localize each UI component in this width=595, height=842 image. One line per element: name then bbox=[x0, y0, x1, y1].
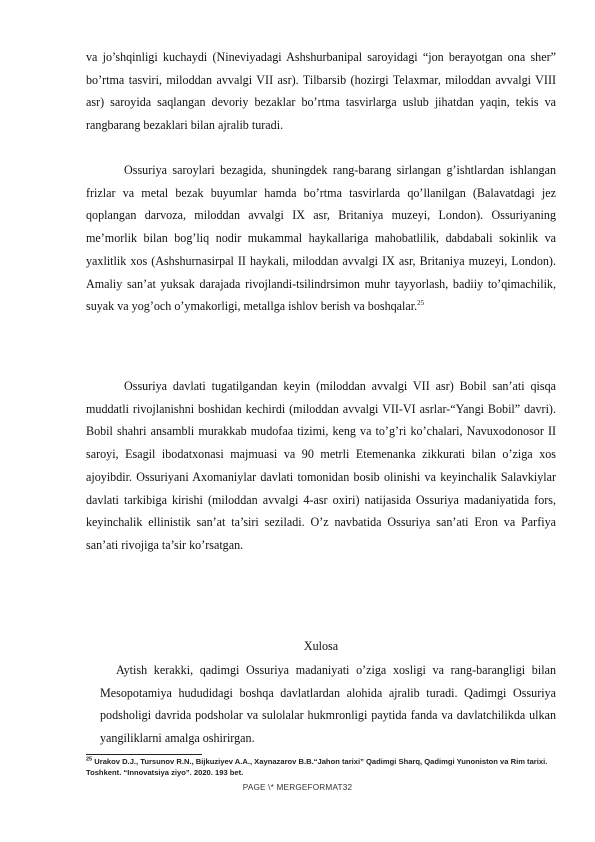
conclusion-paragraph: Aytish kerakki, qadimgi Ossuriya madaniyati o’ziga xosligi va rang-barangligi bilan Mesopotamiya hududidagi boshqa davlatlardan alohida ajralib turadi. Qadimgi Ossuriya podsholigi davrida podsholar va sulolalar hukmronligi paytida fanda va davlatchilikda ulkan yangiliklarni amalga oshirirgan. bbox=[100, 663, 556, 745]
page-number-field: PAGE \* MERGEFORMAT32 bbox=[242, 783, 353, 792]
conclusion-heading: Xulosa bbox=[303, 639, 339, 653]
body-paragraph-3-text: Ossuriya davlati tugatilgandan keyin (miloddan avvalgi VII asr) Bobil san’ati qisqa muddatli rivojlanishni boshidan kechirdi (miloddan avvalgi VII-VI asrlar-“Yangi Bobil” davri). Bobil shahri ansambli murakkab mudofaa tizimi, keng va to’g’ri ko’chalari, Navuxodonosor II saroyi, Esagil ibodatxonasi majmuasi va 90 metrli Etemenanka zikkurati bilan o’ziga xos ajoyibdir. Ossuriyani Axomaniylar davlati tomonidan bosib olinishi va keyinchalik Salavkiylar davlati tarkibiga kirishi (miloddan avvalgi 4-asr oxiri) natijasida Ossuriya madaniyatida fors, keyinchalik ellinistik san’at ta’siri seziladi. O’z navbatida Ossuriya san’ati Eron va Parfiya san’ati rivojiga ta’sir ko’rsatgan. bbox=[86, 379, 556, 552]
footnote-separator bbox=[86, 754, 202, 755]
footnote-reference[interactable]: 25 bbox=[417, 299, 425, 308]
footnote-text: Urakov D.J., Tursunov R.N., Bijkuziyev A.A., Xaynazarov B.B.“Jahon tarixi” Qadimgi Sharq, Qadimgi Yunoniston va Rim tarixi. Toshkent. “Innovatsiya ziyo”. 2020. 193 bet. bbox=[86, 757, 548, 778]
body-paragraph-2-text: Ossuriya saroylari bezagida, shuningdek rang-barang sirlangan g’ishtlardan ishlangan frizlar va metal bezak buyumlar hamda bo’rtma tasvirlarda qo’llanilgan (Balavatdagi jez qoplangan darvoza, miloddan avvalgi IX asr, Britaniya muzeyi, London). Ossuriyaning me’morlik bilan bog’liq nodir mukammal haykallariga mahobatlilik, dabdabali sokinlik va yaxlitlik xos (Ashshurnasirpal II haykali, miloddan avvalgi IX asr, Britaniya muzeyi, London). Amaliy san’at yuksak darajada rivojlandi-tsilindrsimon muhr tayyorlash, badiiy to’qimachilik, suyak va yog’och o’ymakorligi, metallga ishlov berish va boshqalar. bbox=[86, 163, 556, 314]
body-paragraph-1 bbox=[86, 46, 556, 137]
body-paragraph-3 bbox=[86, 375, 556, 557]
footnote bbox=[86, 756, 556, 779]
body-paragraph-1-text: va jo’shqinligi kuchaydi (Nineviyadagi Ashshurbanipal saroyidagi “jon berayotgan ona sher” bo’rtma tasviri, miloddan avvalgi VII asr). Tilbarsib (hozirgi Telaxmar, miloddan avvalgi VIII asr) saroyida saqlangan devoriy bezaklar bo’rtma tasvirlarga uslub jihatdan yaqin, tekis va rangbarang bezaklari bilan ajralib turadi. bbox=[86, 50, 556, 133]
footnote-number: 25 bbox=[86, 756, 93, 763]
body-paragraph-2 bbox=[86, 159, 556, 318]
